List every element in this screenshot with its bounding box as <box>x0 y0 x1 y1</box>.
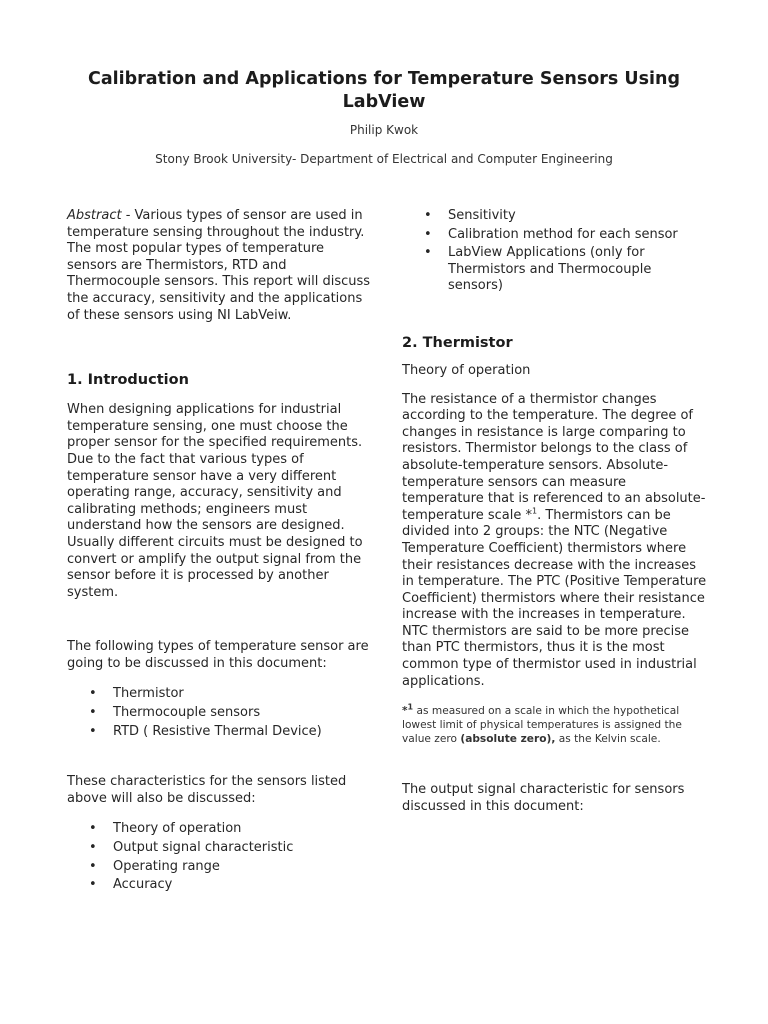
author-affiliation: Stony Brook University- Department of Electrical and Computer Engineering <box>155 152 613 166</box>
list-item: • Theory of operation <box>89 821 242 837</box>
footnote: *$^1$ as measured on a scale in which the hypothetical lowest limit of physical temperatures is assigned the value zero (absolute zero), as the Kelvin scale. <box>402 702 682 746</box>
paper-title: Calibration and Applications for Temperature Sensors Using LabView <box>87 69 681 112</box>
abstract-paragraph <box>67 208 377 324</box>
bullet-icon: • <box>424 226 432 242</box>
right-column <box>402 208 708 815</box>
footnote-reference: 1 <box>531 506 538 516</box>
list-item: • Thermocouple sensors <box>89 705 261 721</box>
sensor-types-intro: The following types of temperature sensor are going to be discussed in this document: <box>67 639 369 671</box>
author-name: Philip Kwok <box>349 123 419 137</box>
bullet-icon: • <box>89 705 97 721</box>
list-item: • Accuracy <box>89 877 173 893</box>
list-item: • Output signal characteristic <box>89 840 294 856</box>
theory-paragraph: The resistance of a thermistor changes according to the temperature. The degree of changes in resistance is large comparing to resistors. Thermistor belongs to the class of absolute-temperature sensors. Absolute-temperature sensors can measure temperature that is referenced to an absolute-temperature scale *$^1$. Thermistors can be divided into 2 groups: the NTC (Negative Temperature Coefficient) thermistors where their resistances decrease with the increases in temperature. The PTC (Positive Temperature Coefficient) thermistors where their resistance increase with the increases in temperature. NTC thermistors are said to be more precise than PTC thermistors, thus it is the most common type of thermistor used in industrial applications. <box>402 391 707 689</box>
list-item: • RTD ( Resistive Thermal Device) <box>89 723 322 739</box>
list-item: • Thermistor <box>89 686 184 702</box>
introduction-paragraph: When designing applications for industrial temperature sensing, one must choose the proper sensor for the specified requirements. Due to the fact that various types of temperature sensor have a very different operating range, accuracy, sensitivity and calibrating methods; engineers must understand how the sensors are designed. Usually different circuits must be designed to convert or amplify the output signal from the sensor before it is processed by another system. <box>67 402 363 600</box>
bullet-icon: • <box>89 686 97 702</box>
bullet-icon: • <box>89 821 97 837</box>
characteristics-intro: These characteristics for the sensors listed above will also be discussed: <box>67 774 347 806</box>
list-item: • Operating range <box>89 858 220 874</box>
footnote-number: 1 <box>407 702 414 712</box>
footnote-bold-term: (absolute zero), <box>460 733 556 746</box>
output-signal-paragraph: The output signal characteristic for sensors discussed in this document: <box>402 782 685 814</box>
bullet-icon: • <box>89 840 97 856</box>
bullet-icon: • <box>89 877 97 893</box>
list-item: • Sensitivity <box>424 208 516 223</box>
list-item: • LabView Applications (only for Thermistors and Thermocouple sensors) <box>424 245 652 294</box>
theory-subheading: Theory of operation <box>402 362 531 378</box>
abstract-text: - Various types of sensor are used in temperature sensing throughout the industry. The most popular types of temperature sensors are Thermistors, RTD and Thermocouple sensors. This report will discuss the accuracy, sensitivity and the applications of these sensors using NI LabVeiw. <box>67 208 371 323</box>
sensor-types-list <box>67 686 377 740</box>
left-column <box>67 208 377 896</box>
characteristics-list-continued <box>402 208 708 295</box>
characteristics-list <box>67 821 377 893</box>
abstract-label: Abstract <box>67 208 122 223</box>
bullet-icon: • <box>424 245 432 261</box>
thermistor-heading: 2. Thermistor <box>402 334 513 351</box>
bullet-icon: • <box>89 723 97 739</box>
list-item: • Calibration method for each sensor <box>424 226 678 242</box>
bullet-icon: • <box>424 208 432 223</box>
footnote-marker: * <box>402 705 408 718</box>
introduction-heading: 1. Introduction <box>67 372 189 389</box>
bullet-icon: • <box>89 858 97 874</box>
